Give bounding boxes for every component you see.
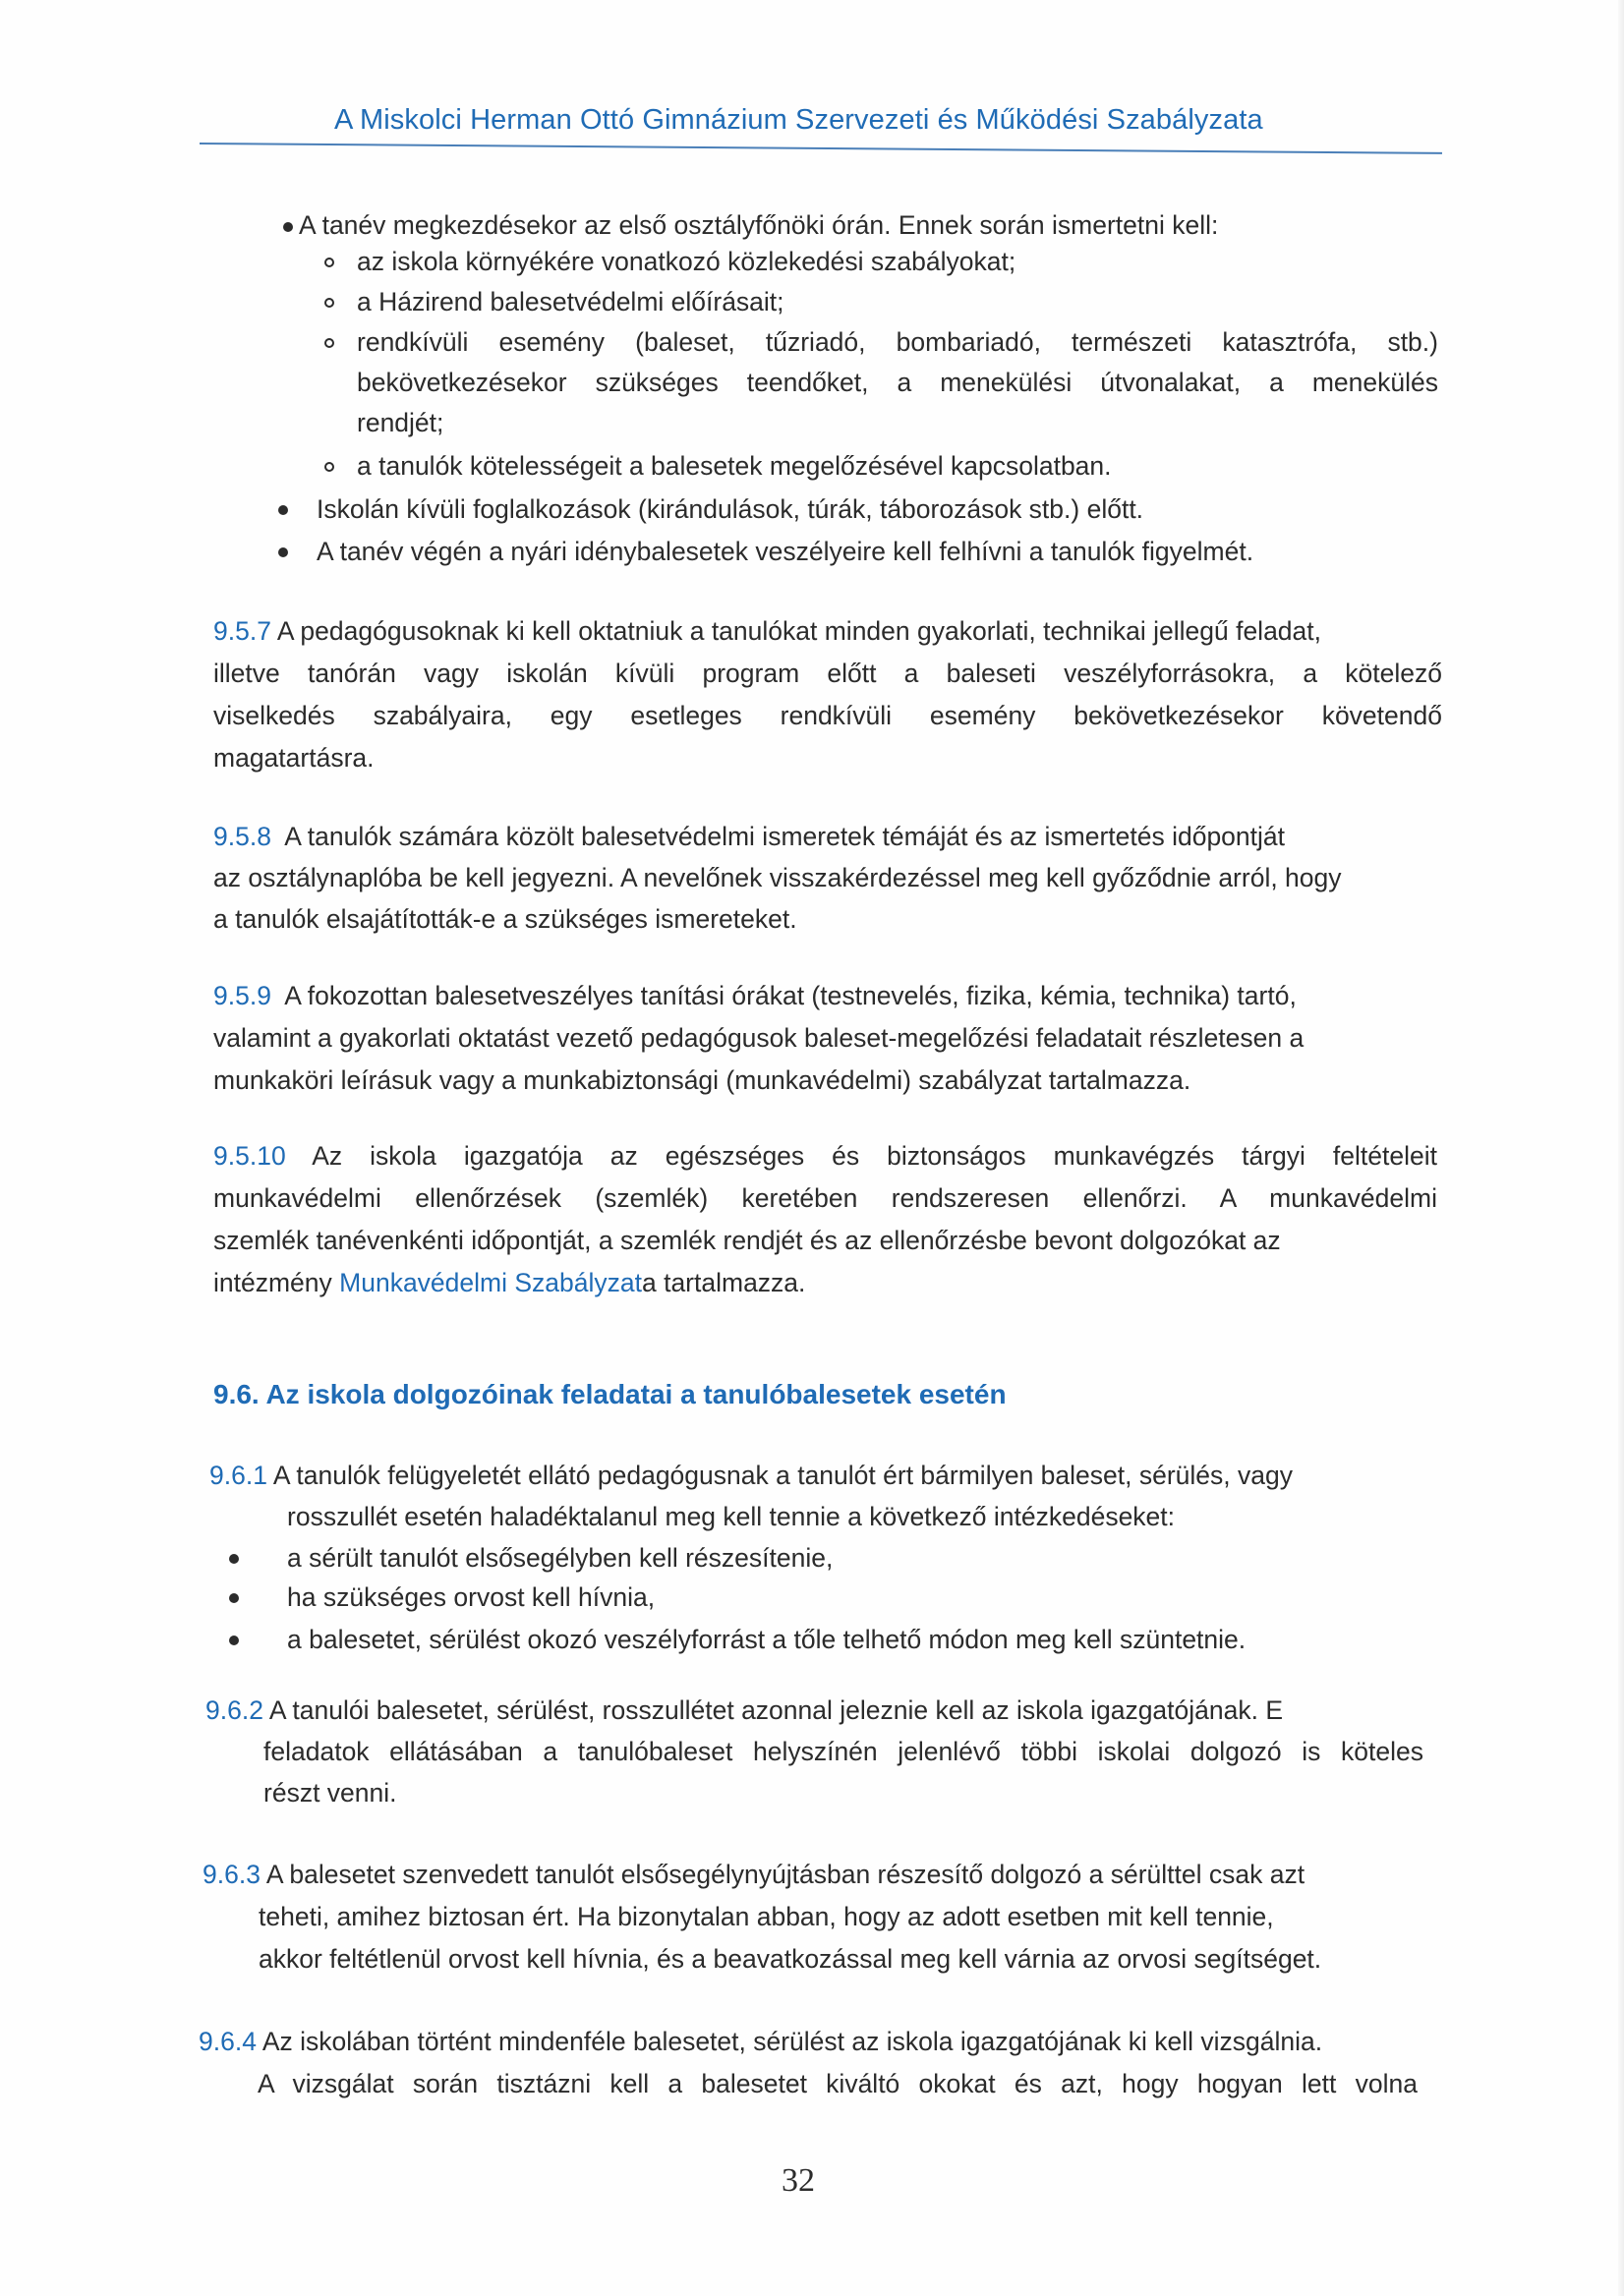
sub-list-item: rendkívüli esemény (baleset, tűzriadó, bombariadó, természeti katasztrófa, stb.) xyxy=(357,327,1438,357)
paragraph-line: az osztálynaplóba be kell jegyezni. A nevelőnek visszakérdezéssel meg kell győződnie arról, hogy xyxy=(213,863,1342,892)
header-divider xyxy=(200,143,1442,154)
bullet-icon xyxy=(229,1593,239,1603)
sub-bullet-icon xyxy=(324,298,334,308)
paragraph-line xyxy=(213,1270,805,1296)
paragraph-9-6-4 xyxy=(199,2029,1322,2055)
section-number: 9.6.3 xyxy=(203,1860,261,1889)
paragraph-line: magatartásra. xyxy=(213,743,375,773)
list-item: a sérült tanulót elsősegélyben kell részesítenie, xyxy=(287,1543,834,1573)
page-number: 32 xyxy=(782,2162,815,2199)
bullet-icon xyxy=(283,222,293,232)
paragraph-text: A tanulói balesetet, sérülést, rosszullétet azonnal jeleznie kell az iskola igazgatójának. E xyxy=(268,1695,1284,1725)
paragraph-text: A tanulók számára közölt balesetvédelmi ismeretek témáját és az ismertetés időpontját xyxy=(284,822,1286,851)
paragraph-line: A vizsgálat során tisztázni kell a balesetet kiváltó okokat és azt, hogy hogyan lett volna xyxy=(258,2069,1418,2098)
list-item: Iskolán kívüli foglalkozások (kirándulások, túrák, táborozások stb.) előtt. xyxy=(317,494,1144,524)
paragraph-text: A balesetet szenvedett tanulót elsősegélynyújtásban részesítő dolgozó a sérülttel csak azt xyxy=(265,1860,1305,1889)
paragraph-line: rosszullét esetén haladéktalanul meg kell tennie a következő intézkedéseket: xyxy=(287,1502,1176,1531)
paragraph-text: Az iskola igazgatója az egészséges és biztonságos munkavégzés tárgyi feltételeit xyxy=(312,1141,1437,1171)
paragraph-9-6-3 xyxy=(203,1862,1305,1888)
bullet-icon xyxy=(229,1554,239,1564)
sub-list-item: az iskola környékére vonatkozó közlekedési szabályokat; xyxy=(357,247,1016,276)
paragraph-line: munkaköri leírásuk vagy a munkabiztonsági (munkavédelmi) szabályzat tartalmazza. xyxy=(213,1065,1191,1095)
paragraph-line: munkavédelmi ellenőrzések (szemlék) keretében rendszeresen ellenőrzi. A munkavédelmi xyxy=(213,1183,1437,1213)
section-heading-9-6: 9.6. Az iskola dolgozóinak feladatai a tanulóbalesetek esetén xyxy=(213,1379,1007,1409)
section-number: 9.6.2 xyxy=(205,1695,263,1725)
sub-list-item-continuation: bekövetkezésekor szükséges teendőket, a menekülési útvonalakat, a menekülés xyxy=(357,368,1438,397)
paragraph-9-5-9 xyxy=(213,983,1297,1009)
bullet-icon xyxy=(229,1636,239,1645)
paragraph-text: A pedagógusoknak ki kell oktatniuk a tanulókat minden gyakorlati, technikai jellegű feladat, xyxy=(276,616,1322,646)
paragraph-text: A tanulók felügyeletét ellátó pedagógusnak a tanulót ért bármilyen baleset, sérülés, vagy xyxy=(272,1461,1293,1490)
paragraph-line: a tanulók elsajátították-e a szükséges ismereteket. xyxy=(213,904,797,934)
paragraph-line: szemlék tanévenkénti időpontját, a szemlék rendjét és az ellenőrzésbe bevont dolgozókat az xyxy=(213,1226,1281,1255)
sub-list-item-continuation: rendjét; xyxy=(357,408,444,437)
sub-list-item: a Házirend balesetvédelmi előírásait; xyxy=(357,287,784,316)
paragraph-line: részt venni. xyxy=(263,1778,397,1808)
sub-bullet-icon xyxy=(324,338,334,348)
sub-bullet-icon xyxy=(324,462,334,472)
section-number: 9.5.8 xyxy=(213,822,271,851)
paragraph-line: valamint a gyakorlati oktatást vezető pedagógusok baleset-megelőzési feladatait részletesen a xyxy=(213,1023,1305,1053)
sub-list-item: a tanulók kötelességeit a balesetek megelőzésével kapcsolatban. xyxy=(357,451,1112,481)
paragraph-line: akkor feltétlenül orvost kell hívnia, és a beavatkozással meg kell várnia az orvosi segítséget. xyxy=(259,1944,1322,1974)
paragraph-text: A fokozottan balesetveszélyes tanítási órákat (testnevelés, fizika, kémia, technika) tartó, xyxy=(284,981,1297,1010)
paragraph-text: intézmény xyxy=(213,1268,340,1297)
sub-bullet-icon xyxy=(324,258,334,267)
list-item: a balesetet, sérülést okozó veszélyforrást a tőle telhető módon meg kell szüntetnie. xyxy=(287,1625,1247,1654)
paragraph-text: a tartalmazza. xyxy=(641,1268,806,1297)
paragraph-9-6-2 xyxy=(205,1697,1283,1724)
section-number: 9.6.1 xyxy=(209,1461,267,1490)
running-header-title: A Miskolci Herman Ottó Gimnázium Szervezeti és Működési Szabályzata xyxy=(334,104,1263,136)
regulation-reference: Munkavédelmi Szabályzat xyxy=(339,1268,642,1297)
page-edge-shadow xyxy=(1618,0,1624,2296)
paragraph-line: illetve tanórán vagy iskolán kívüli program előtt a baleseti veszélyforrásokra, a kötelező xyxy=(213,659,1442,688)
list-item: A tanév végén a nyári idénybalesetek veszélyeire kell felhívni a tanulók figyelmét. xyxy=(317,537,1254,566)
section-number: 9.5.7 xyxy=(213,616,271,646)
bullet-icon xyxy=(278,547,288,557)
paragraph-line: teheti, amihez biztosan ért. Ha bizonytalan abban, hogy az adott esetben mit kell tennie, xyxy=(259,1902,1274,1931)
paragraph-9-5-8 xyxy=(213,824,1285,850)
paragraph-line: viselkedés szabályaira, egy esetleges rendkívüli esemény bekövetkezésekor követendő xyxy=(213,701,1442,730)
section-number: 9.5.10 xyxy=(213,1141,286,1171)
list-item: ha szükséges orvost kell hívnia, xyxy=(287,1582,656,1612)
section-number: 9.6.4 xyxy=(199,2027,257,2056)
paragraph-9-5-10 xyxy=(213,1143,1437,1170)
bullet-icon xyxy=(278,505,288,515)
paragraph-9-5-7 xyxy=(213,618,1442,645)
paragraph-text: Az iskolában történt mindenféle balesetet, sérülést az iskola igazgatójának ki kell vizsgálnia. xyxy=(261,2027,1323,2056)
paragraph-9-6-1 xyxy=(209,1463,1293,1489)
paragraph-line: feladatok ellátásában a tanulóbaleset helyszínén jelenlévő többi iskolai dolgozó is köteles xyxy=(263,1737,1423,1766)
section-number: 9.5.9 xyxy=(213,981,271,1010)
list-item: A tanév megkezdésekor az első osztályfőnöki órán. Ennek során ismertetni kell: xyxy=(299,210,1219,240)
